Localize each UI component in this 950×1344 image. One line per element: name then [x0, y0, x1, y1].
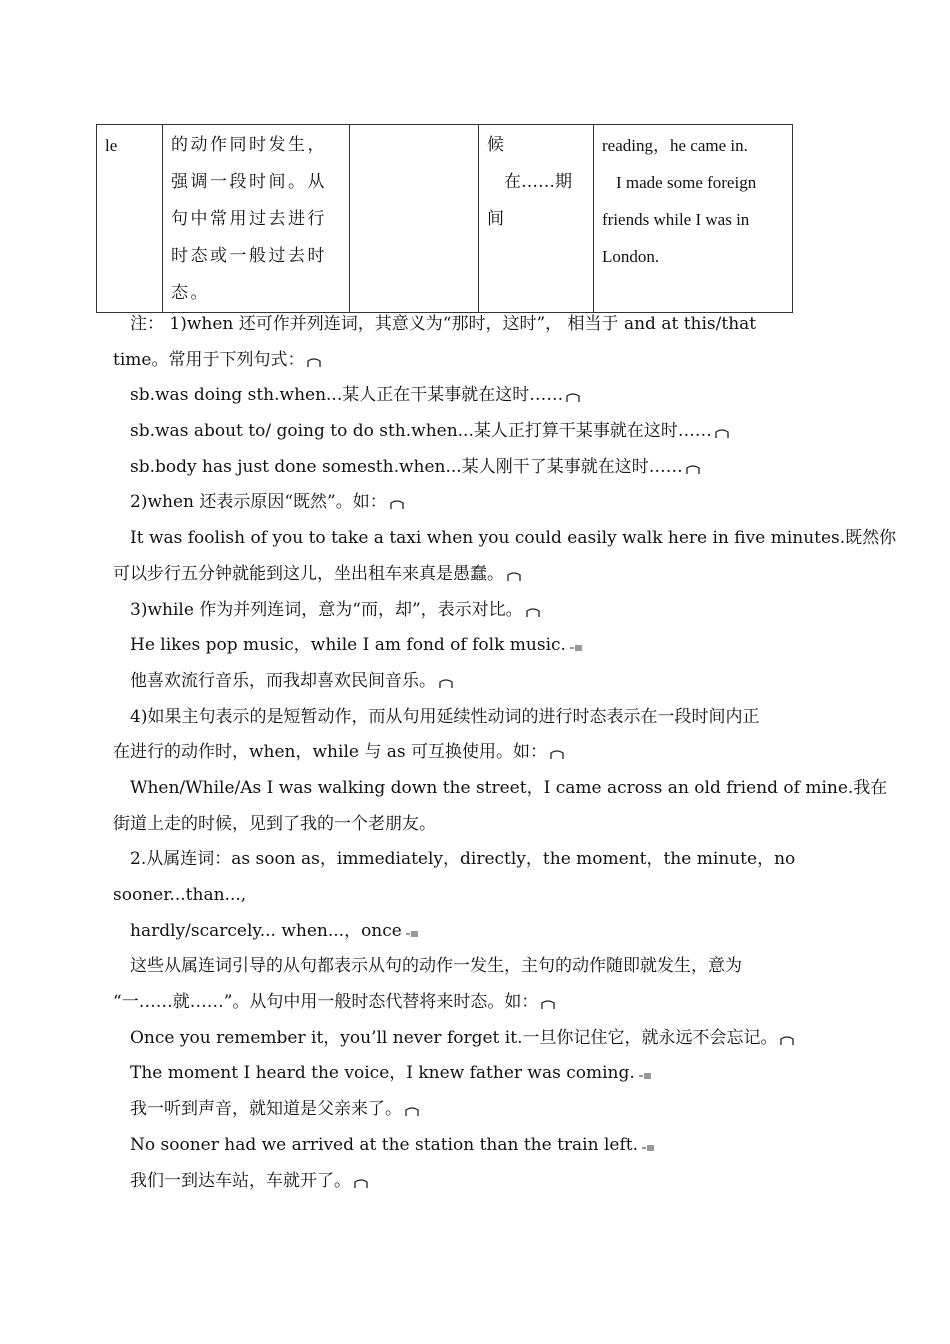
- line-text: time。常用于下列句式：: [113, 349, 305, 370]
- line-text: 注： 1)when 还可作并列连词，其意义为“那时，这时”， 相当于 and at this/that: [130, 314, 757, 334]
- text-line: [113, 1020, 838, 1056]
- paragraph-mark-icon: [566, 393, 580, 403]
- cell-line: 候: [487, 135, 504, 155]
- line-text: sb.body has just done somesth.when...某人刚干了某事就在这时……: [130, 456, 683, 477]
- paragraph-mark-icon: [686, 465, 700, 475]
- line-text: sb.was doing sth.when...某人正在干某事就在这时……: [130, 385, 564, 406]
- text-line: [113, 699, 838, 735]
- line-text: hardly/scarcely... when...，once: [130, 920, 402, 941]
- text-line: [113, 806, 838, 842]
- text-line: [113, 592, 838, 628]
- text-line: [113, 841, 838, 877]
- line-text: 可以步行五分钟就能到这儿，坐出租车来真是愚蠢。: [113, 563, 504, 584]
- text-line: [113, 1163, 838, 1199]
- text-line: [113, 1127, 838, 1163]
- line-text: When/While/As I was walking down the street，I came across an old friend of mine.我在: [130, 777, 888, 798]
- cell-line: 的动作同时发生，: [171, 135, 327, 155]
- line-text: sb.was about to/ going to do sth.when...某人正打算干某事就在这时……: [130, 421, 712, 442]
- text-line: [113, 1055, 838, 1091]
- line-break-mark-icon: [405, 929, 419, 939]
- cell-line: I made some foreign: [616, 173, 757, 192]
- cell-text: le: [105, 136, 118, 155]
- conjunction-table: [96, 124, 793, 313]
- text-line: [113, 734, 838, 770]
- paragraph-mark-icon: [526, 608, 540, 618]
- table-cell-usage: [163, 125, 350, 313]
- text-line: [113, 520, 897, 556]
- line-break-mark-icon: [641, 1143, 655, 1153]
- paragraph-mark-icon: [507, 572, 521, 582]
- line-text: “一……就……”。从句中用一般时态代替将来时态。如：: [113, 992, 539, 1013]
- paragraph-mark-icon: [354, 1179, 368, 1189]
- text-line: [113, 413, 838, 449]
- cell-line: 句中常用过去进行: [171, 209, 327, 229]
- line-break-mark-icon: [638, 1071, 652, 1081]
- body-text: [113, 306, 897, 1198]
- cell-line: 态。: [171, 283, 210, 303]
- line-break-mark-icon: [569, 643, 583, 653]
- cell-line: 间: [487, 209, 504, 229]
- table-cell-meaning: [479, 125, 594, 313]
- paragraph-mark-icon: [550, 750, 564, 760]
- line-text: 2.从属连词：as soon as，immediately，directly，the moment，the minute，no: [130, 849, 796, 870]
- cell-line: 在……期: [504, 172, 572, 192]
- paragraph-mark-icon: [390, 500, 404, 510]
- paragraph-mark-icon: [780, 1036, 794, 1046]
- line-text: The moment I heard the voice，I knew father was coming.: [130, 1063, 635, 1084]
- text-line: [113, 556, 838, 592]
- text-line: [113, 877, 838, 913]
- table-cell-example: [594, 125, 793, 313]
- cell-line: reading，he came in.: [602, 136, 748, 155]
- table-cell-empty: [350, 125, 479, 313]
- line-text: 3)while 作为并列连词，意为“而，却”，表示对比。: [130, 599, 523, 620]
- text-line: [113, 948, 838, 984]
- text-line: [113, 1091, 838, 1127]
- line-text: 这些从属连词引导的从句都表示从句的动作一发生，主句的动作随即就发生，意为: [130, 956, 742, 977]
- line-text: 4)如果主句表示的是短暂动作，而从句用延续性动词的进行时态表示在一段时间内正: [130, 706, 760, 727]
- line-text: 我们一到达车站，车就开了。: [130, 1170, 351, 1191]
- text-line: [113, 449, 838, 485]
- text-line: [113, 484, 838, 520]
- line-text: No sooner had we arrived at the station than the train left.: [130, 1134, 638, 1155]
- text-line: [113, 627, 838, 663]
- line-text: Once you remember it，you’ll never forget it.一旦你记住它，就永远不会忘记。: [130, 1027, 778, 1048]
- text-line: [113, 377, 838, 413]
- line-text: He likes pop music，while I am fond of folk music.: [130, 635, 566, 656]
- text-line: [113, 770, 888, 806]
- cell-line: 时态或一般过去时: [171, 246, 327, 266]
- paragraph-mark-icon: [405, 1107, 419, 1117]
- paragraph-mark-icon: [715, 429, 729, 439]
- text-line: [113, 984, 838, 1020]
- line-text: It was foolish of you to take a taxi when you could easily walk here in five minutes.既然你: [130, 528, 897, 549]
- paragraph-mark-icon: [541, 1000, 555, 1010]
- cell-line: London.: [602, 247, 660, 266]
- text-line: [113, 306, 838, 342]
- text-line: [113, 342, 838, 378]
- line-text: 2)when 还表示原因“既然”。如：: [130, 492, 387, 513]
- paragraph-mark-icon: [439, 679, 453, 689]
- text-line: [113, 913, 838, 949]
- text-line: [113, 663, 838, 699]
- table-cell-word: [97, 125, 163, 313]
- line-text: sooner...than...,: [113, 885, 247, 905]
- table-row: [97, 125, 793, 313]
- line-text: 我一听到声音，就知道是父亲来了。: [130, 1099, 402, 1120]
- cell-line: 强调一段时间。从: [171, 172, 327, 192]
- cell-line: friends while I was in: [602, 210, 750, 229]
- line-text: 他喜欢流行音乐，而我却喜欢民间音乐。: [130, 670, 436, 691]
- paragraph-mark-icon: [307, 358, 321, 368]
- line-text: 在进行的动作时，when，while 与 as 可互换使用。如：: [113, 742, 548, 763]
- line-text: 街道上走的时候，见到了我的一个老朋友。: [113, 813, 436, 834]
